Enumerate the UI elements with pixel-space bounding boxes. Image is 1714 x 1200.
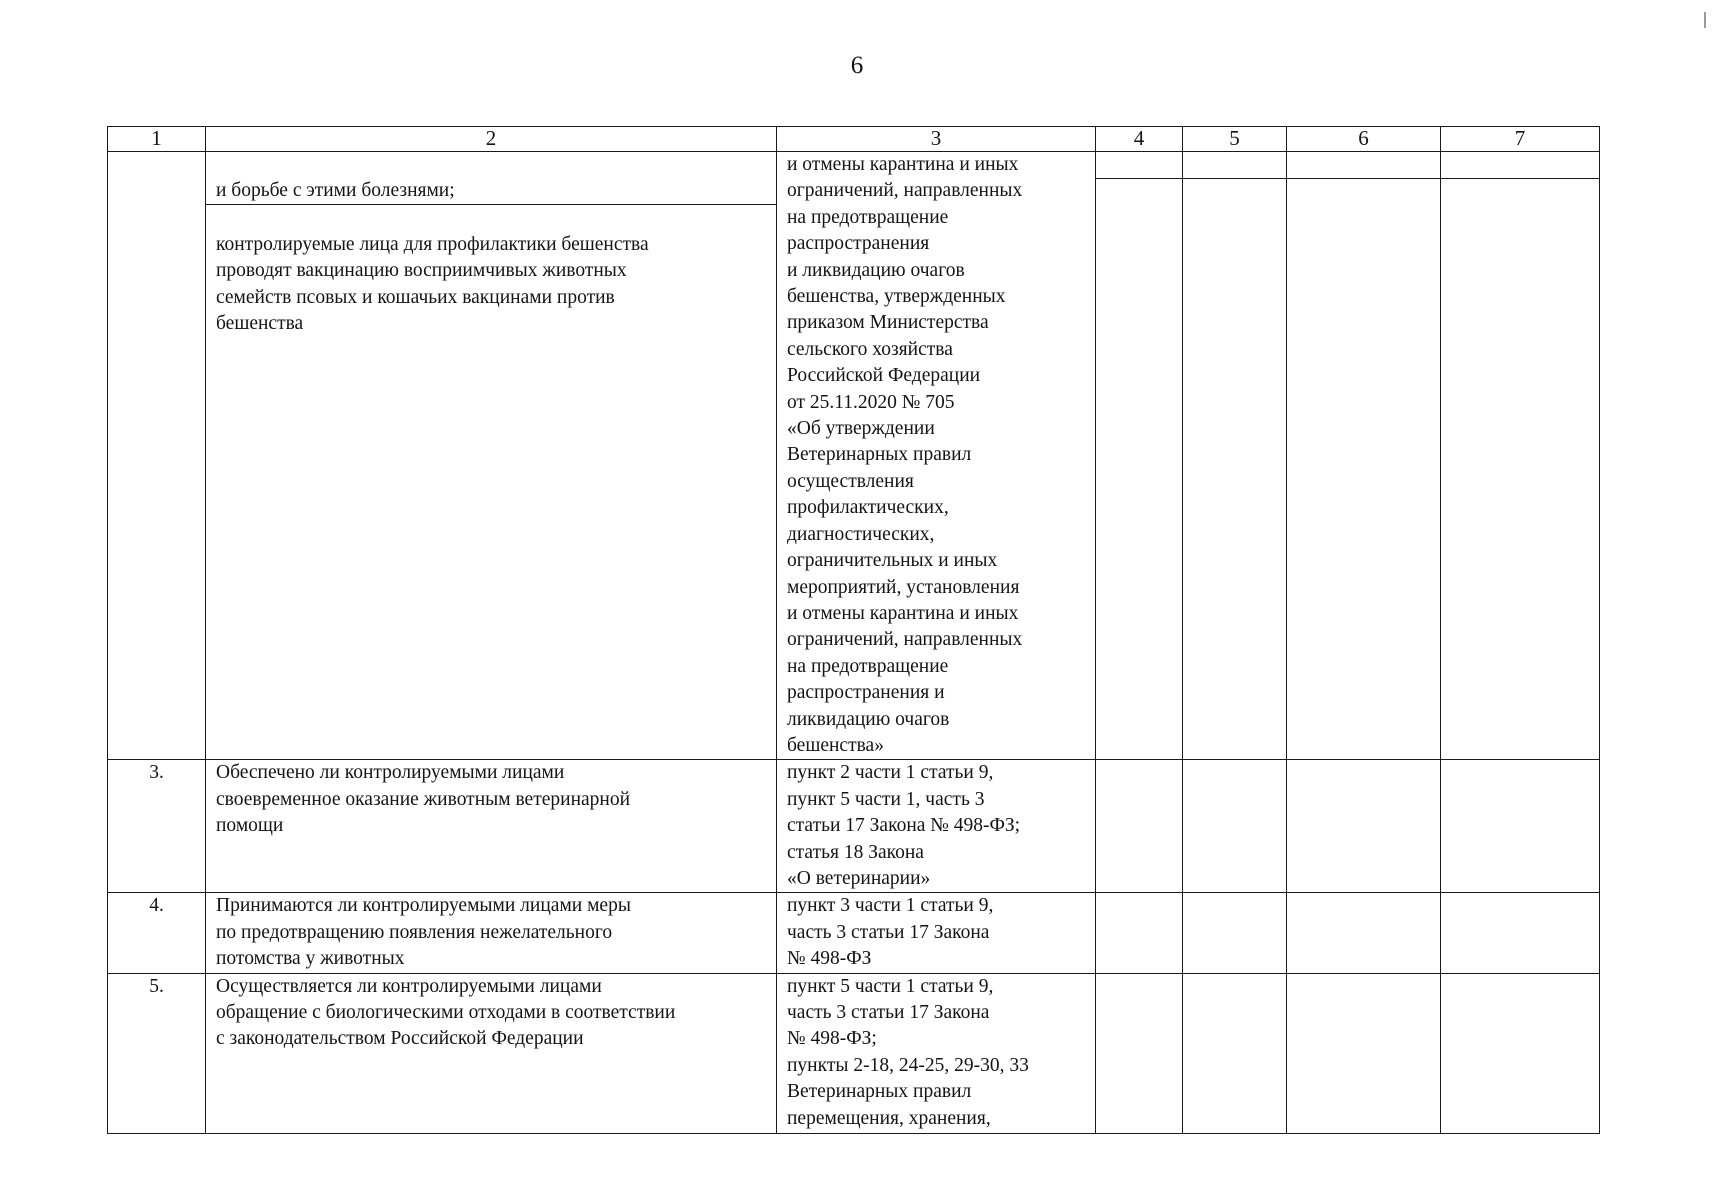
cell-reference: пункт 2 части 1 статьи 9, пункт 5 части 1, часть 3 статьи 17 Закона № 498-ФЗ; статья 18 Закона «О ветеринарии» <box>777 760 1096 893</box>
cell-reference: и отмены карантина и иных ограничений, направленных на предотвращение распространения и ликвидацию очагов бешенства, утвержденных приказом Министерства сельского хозяйства Российской Федерации от 25.11.2020 № 705 «Об утверждении Ветеринарных правил осуществления профилактических, диагностических, ограничительных и иных мероприятий, установления и отмены карантина и иных ограничений, направленных на предотвращение распространения и ликвидацию очагов бешенства» <box>777 152 1096 760</box>
scan-edge-mark <box>1704 12 1706 28</box>
cell-col-7 <box>1441 760 1600 893</box>
cell-question: Принимаются ли контролируемыми лицами меры по предотвращению появления нежелательного потомства у животных <box>206 893 777 973</box>
header-col-6: 6 <box>1287 127 1441 152</box>
cell-question: Обеспечено ли контролируемыми лицами своевременное оказание животным ветеринарной помощи <box>206 760 777 893</box>
cell-col-6 <box>1287 760 1441 893</box>
cell-question <box>206 152 777 760</box>
cell-col-6 <box>1287 893 1441 973</box>
row-number: 3. <box>108 760 206 893</box>
cell-col-5 <box>1183 152 1287 760</box>
cell-col-4 <box>1096 973 1183 1133</box>
table-row <box>108 760 1600 893</box>
table-row <box>108 973 1600 1133</box>
header-row <box>108 127 1600 152</box>
cell-col-7 <box>1441 152 1600 760</box>
question-continuation-text: контролируемые лица для профилактики бешенства проводят вакцинацию восприимчивых животных семейств псовых и кошачьих вакцинами против бешенства <box>216 233 649 335</box>
cell-col-5 <box>1183 973 1287 1133</box>
cell-col-5 <box>1183 893 1287 973</box>
cell-col-6 <box>1287 973 1441 1133</box>
header-col-1: 1 <box>108 127 206 152</box>
cell-col-5 <box>1183 760 1287 893</box>
cell-col-6 <box>1287 152 1441 760</box>
cell-reference: пункт 5 части 1 статьи 9, часть 3 статьи 17 Закона № 498-ФЗ; пункты 2-18, 24-25, 29-30, 33 Ветеринарных правил перемещения, хранения, <box>777 973 1096 1133</box>
table-row-continuation <box>108 152 1600 760</box>
page-number: 6 <box>850 52 864 79</box>
checklist-table <box>107 126 1600 1134</box>
cell-col-4 <box>1096 152 1183 760</box>
row-number: 4. <box>108 893 206 973</box>
header-col-3: 3 <box>777 127 1096 152</box>
header-col-5: 5 <box>1183 127 1287 152</box>
header-col-7: 7 <box>1441 127 1600 152</box>
question-continuation-first-line: и борьбе с этими болезнями; <box>206 178 776 205</box>
header-col-2: 2 <box>206 127 777 152</box>
cell-col-4 <box>1096 760 1183 893</box>
cell-col-7 <box>1441 893 1600 973</box>
cell-question: Осуществляется ли контролируемыми лицами обращение с биологическими отходами в соответствии с законодательством Российской Федерации <box>206 973 777 1133</box>
header-col-4: 4 <box>1096 127 1183 152</box>
row-number: 5. <box>108 973 206 1133</box>
cell-reference: пункт 3 части 1 статьи 9, часть 3 статьи 17 Закона № 498-ФЗ <box>777 893 1096 973</box>
cell-col-7 <box>1441 973 1600 1133</box>
cell-col-4 <box>1096 893 1183 973</box>
table-row <box>108 893 1600 973</box>
cell-num <box>108 152 206 760</box>
